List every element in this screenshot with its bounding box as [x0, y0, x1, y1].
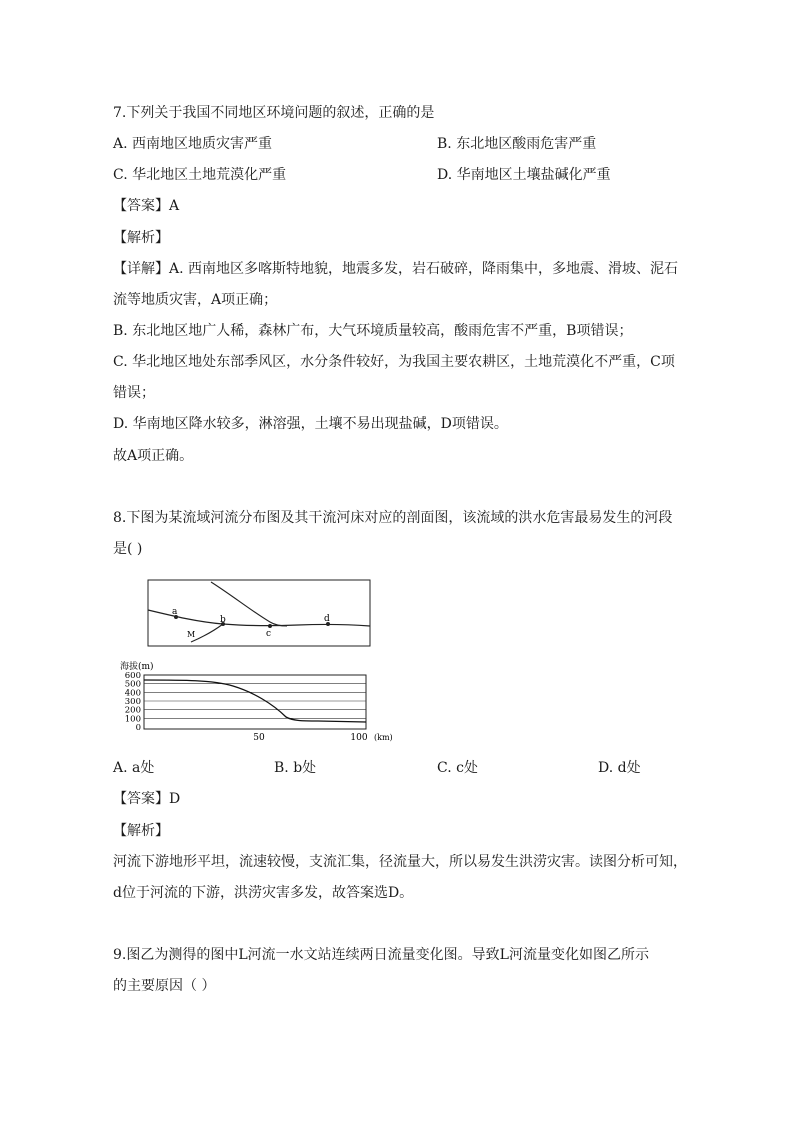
main-river: [148, 610, 370, 626]
label-a: a: [172, 607, 178, 617]
q8-analysis-line: 河流下游地形平坦，流速较慢，支流汇集，径流量大，所以易发生洪涝灾害。读图分析可知，: [113, 854, 687, 870]
q7-option-c: C. 华北地区土地荒漠化严重: [113, 167, 287, 183]
q8-option-b: B. b处: [274, 760, 317, 776]
ytick: 500: [124, 679, 141, 690]
q8-analysis-line: d位于河流的下游，洪涝灾害多发，故答案选D。: [113, 885, 414, 901]
q7-analysis-title: 【解析】: [113, 230, 169, 246]
profile-ylabel: 海拔(m): [120, 662, 154, 672]
q8-figure: [113, 574, 393, 746]
q7-question: 7.下列关于我国不同地区环境问题的叙述，正确的是: [113, 105, 435, 121]
q8-question-line: 是( ): [113, 541, 143, 557]
ytick: 100: [124, 714, 141, 725]
q7-analysis-line: B. 东北地区地广人稀，森林广布，大气环境质量较高，酸雨危害不严重，B项错误；: [113, 323, 633, 339]
q8-option-c: C. c处: [437, 760, 478, 776]
ytick: 400: [124, 688, 141, 699]
q7-answer: 【答案】A: [113, 198, 180, 214]
q7-analysis-line: 错误；: [113, 385, 155, 401]
q9-question-line: 的主要原因（ ）: [113, 978, 216, 994]
q7-analysis-line: 【详解】A. 西南地区多喀斯特地貌，地震多发，岩石破碎，降雨集中，多地震、滑坡、泥石: [113, 261, 679, 277]
elevation-profile: [120, 660, 393, 743]
q9-question-line: 9.图乙为测得的图中L河流一水文站连续两日流量变化图。导致L河流量变化如图乙所示: [113, 947, 649, 963]
q8-analysis-title: 【解析】: [113, 823, 169, 839]
tributary-m: [191, 624, 223, 642]
label-b: b: [220, 615, 226, 625]
ytick: 200: [124, 705, 141, 716]
label-c: c: [266, 629, 272, 639]
q7-option-a: A. 西南地区地质灾害严重: [113, 136, 273, 152]
q8-option-d: D. d处: [598, 760, 641, 776]
river-map: [148, 580, 370, 646]
q7-conclusion: 故A项正确。: [113, 448, 194, 464]
q7-analysis-line: D. 华南地区降水较多，淋溶强，土壤不易出现盐碱，D项错误。: [113, 416, 508, 432]
q7-analysis-line: 流等地质灾害，A项正确；: [113, 292, 278, 308]
q8-question-line: 8.下图为某流域河流分布图及其干流河床对应的剖面图，该流域的洪水危害最易发生的河段: [113, 510, 673, 526]
xtick-100: 100: [350, 733, 368, 743]
q7-analysis-line: C. 华北地区地处东部季风区，水分条件较好，为我国主要农耕区，土地荒漠化不严重，C项: [113, 354, 675, 370]
point-c: [268, 624, 272, 628]
label-d: d: [324, 614, 330, 624]
x-unit: (km): [374, 733, 393, 742]
ytick: 600: [124, 671, 141, 681]
q7-option-b: B. 东北地区酸雨危害严重: [437, 136, 597, 152]
ytick: 0: [135, 723, 141, 733]
q8-answer: 【答案】D: [113, 791, 181, 807]
q7-option-d: D. 华南地区土壤盐碱化严重: [437, 167, 611, 183]
label-m: M: [187, 630, 196, 639]
xtick-50: 50: [253, 733, 265, 743]
ytick: 300: [124, 697, 141, 707]
q8-option-a: A. a处: [113, 760, 155, 776]
